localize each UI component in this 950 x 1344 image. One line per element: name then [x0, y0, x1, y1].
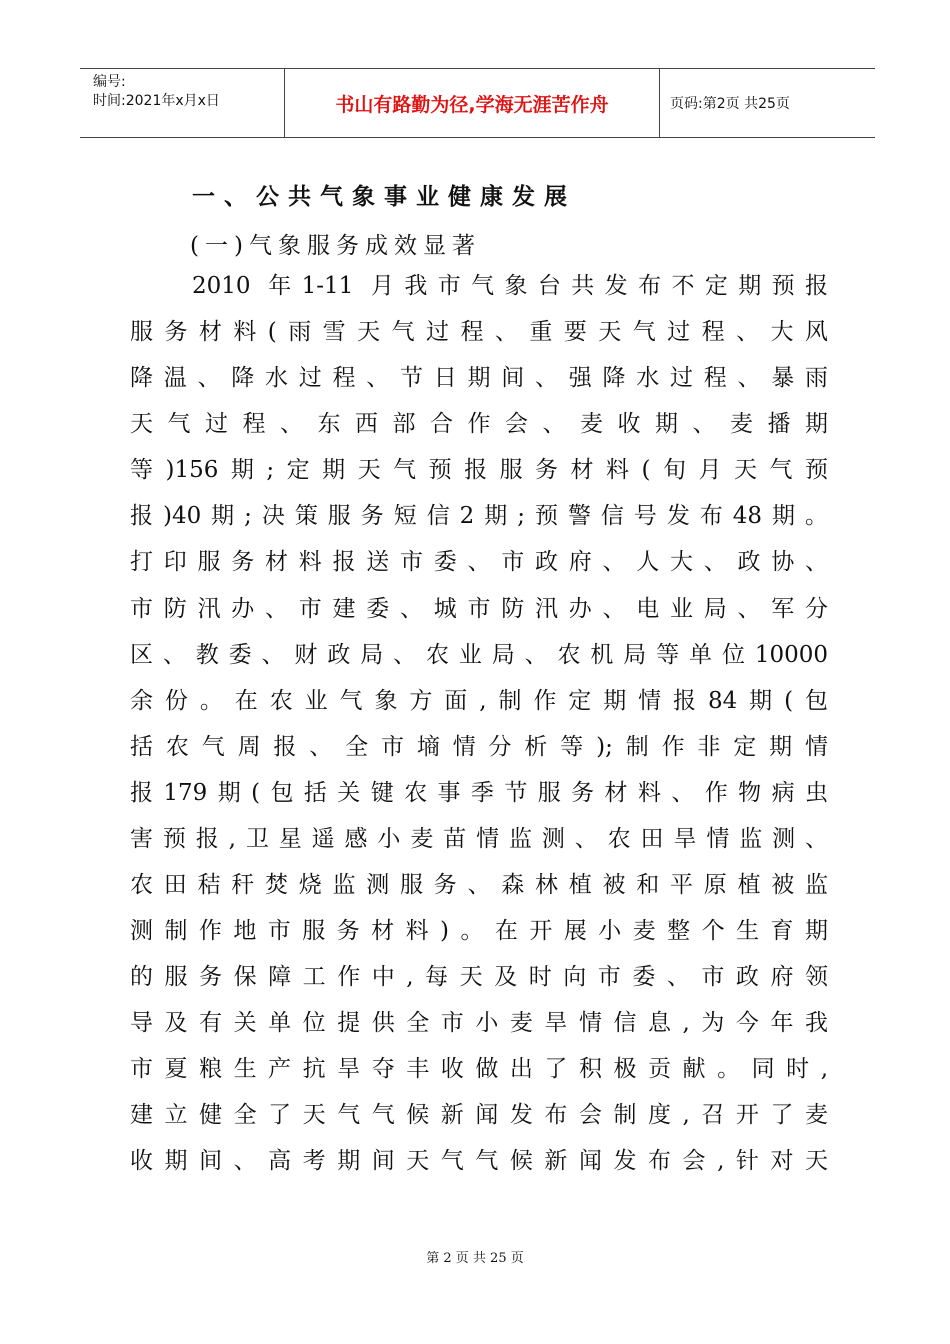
body-line: 等)156期;定期天气预报服务材料(旬月天气预	[130, 457, 828, 483]
body-line: 测制作地市服务材料)。在开展小麦整个生育期	[130, 918, 828, 944]
document-number-label: 编号:	[93, 74, 126, 90]
header-page-number: 页码:第2页 共25页	[670, 96, 790, 112]
body-line: 农田秸秆焚烧监测服务、森林植被和平原植被监	[130, 872, 828, 898]
page-header	[80, 68, 875, 138]
body-line: 打印服务材料报送市委、市政府、人大、政协、	[130, 549, 828, 575]
page-footer: 第 2 页 共 25 页	[426, 1251, 524, 1266]
body-line: 市夏粮生产抗旱夺丰收做出了积极贡献。同时,	[130, 1056, 828, 1082]
body-line: 服务材料(雨雪天气过程、重要天气过程、大风	[130, 319, 828, 345]
body-line: 报)40期;决策服务短信2期;预警信号发布48期。	[130, 503, 828, 529]
body-line: 收期间、高考期间天气气候新闻发布会,针对天	[130, 1148, 828, 1174]
body-line: 区、教委、财政局、农业局、农机局等单位10000	[130, 642, 828, 668]
body-line: 2010 年1-11 月我市气象台共发布不定期预报	[192, 273, 828, 299]
body-line: 害预报,卫星遥感小麦苗情监测、农田旱情监测、	[130, 826, 828, 852]
body-line: 天气过程、东西部合作会、麦收期、麦播期	[130, 411, 828, 437]
document-time-label: 时间:2021年x月x日	[93, 93, 220, 109]
body-line: 括农气周报、全市墒情分析等);制作非定期情	[130, 734, 828, 760]
body-line: 报179期(包括关键农事季节服务材料、作物病虫	[130, 780, 828, 806]
body-line: 建立健全了天气气候新闻发布会制度,召开了麦	[130, 1102, 828, 1128]
header-meta	[80, 69, 285, 137]
body-line: 余份。在农业气象方面,制作定期情报84期(包	[130, 688, 828, 714]
section-heading: 一、公共气象事业健康发展	[192, 184, 576, 210]
section-subheading: (一)气象服务成效显著	[190, 233, 481, 259]
body-line: 导及有关单位提供全市小麦旱情信息,为今年我	[130, 1010, 828, 1036]
body-line: 降温、降水过程、节日期间、强降水过程、暴雨	[130, 365, 828, 391]
header-motto: 书山有路勤为径,学海无涯苦作舟	[285, 69, 660, 137]
body-line: 市防汛办、市建委、城市防汛办、电业局、军分	[130, 596, 828, 622]
body-line: 的服务保障工作中,每天及时向市委、市政府领	[130, 964, 828, 990]
